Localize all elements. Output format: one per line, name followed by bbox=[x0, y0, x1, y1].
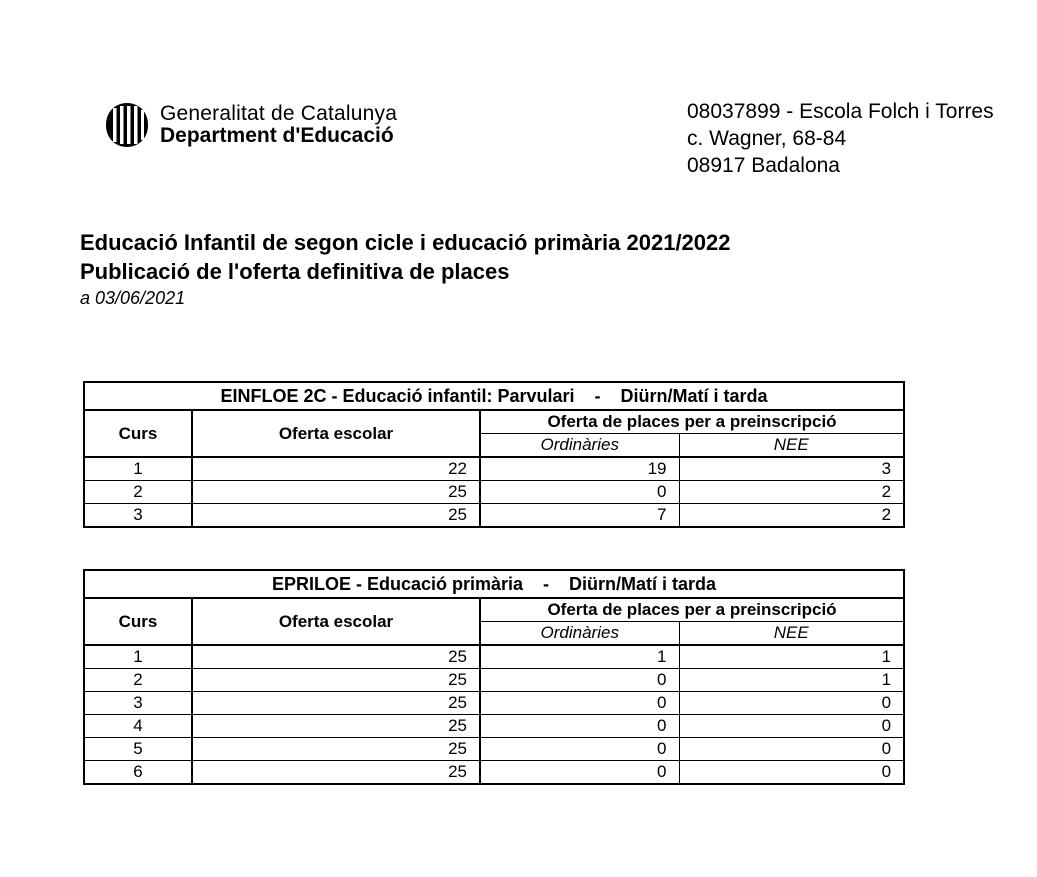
column-header-nee: NEE bbox=[679, 434, 904, 458]
column-header-oferta: Oferta escolar bbox=[192, 410, 480, 457]
cell-ordinaries: 0 bbox=[480, 692, 679, 715]
cell-oferta: 22 bbox=[192, 457, 480, 481]
cell-nee: 0 bbox=[679, 715, 904, 738]
table-caption: EPRILOE - Educació primària - Diürn/Matí i tarda bbox=[84, 570, 904, 598]
column-header-ordinaries: Ordinàries bbox=[480, 622, 679, 646]
cell-oferta: 25 bbox=[192, 738, 480, 761]
document-title: Educació Infantil de segon cicle i educació primària 2021/2022 bbox=[80, 230, 731, 255]
cell-ordinaries: 1 bbox=[480, 645, 679, 669]
cell-curs: 4 bbox=[84, 715, 192, 738]
school-address bbox=[687, 98, 994, 179]
org-name: Generalitat de Catalunya bbox=[160, 102, 398, 125]
document-date: a 03/06/2021 bbox=[80, 288, 186, 308]
generalitat-logo bbox=[104, 102, 397, 148]
cell-curs: 6 bbox=[84, 761, 192, 785]
school-street: c. Wagner, 68-84 bbox=[687, 127, 847, 150]
senyera-emblem-icon bbox=[104, 102, 150, 148]
cell-curs: 2 bbox=[84, 669, 192, 692]
document-heading bbox=[80, 228, 731, 310]
table-row bbox=[84, 481, 904, 504]
offer-table-infantil bbox=[83, 381, 905, 528]
table-row bbox=[84, 645, 904, 669]
cell-curs: 1 bbox=[84, 457, 192, 481]
column-header-nee: NEE bbox=[679, 622, 904, 646]
cell-curs: 3 bbox=[84, 504, 192, 528]
cell-oferta: 25 bbox=[192, 669, 480, 692]
cell-curs: 1 bbox=[84, 645, 192, 669]
cell-ordinaries: 0 bbox=[480, 669, 679, 692]
table-row bbox=[84, 692, 904, 715]
school-city: 08917 Badalona bbox=[687, 154, 840, 177]
cell-oferta: 25 bbox=[192, 761, 480, 785]
cell-curs: 3 bbox=[84, 692, 192, 715]
table-row bbox=[84, 715, 904, 738]
column-header-curs: Curs bbox=[84, 410, 192, 457]
school-code-name: 08037899 - Escola Folch i Torres bbox=[687, 100, 994, 123]
cell-nee: 3 bbox=[679, 457, 904, 481]
cell-ordinaries: 19 bbox=[480, 457, 679, 481]
cell-ordinaries: 0 bbox=[480, 738, 679, 761]
cell-nee: 2 bbox=[679, 481, 904, 504]
cell-nee: 0 bbox=[679, 761, 904, 785]
cell-nee: 0 bbox=[679, 738, 904, 761]
cell-nee: 0 bbox=[679, 692, 904, 715]
table-row bbox=[84, 504, 904, 528]
column-header-ordinaries: Ordinàries bbox=[480, 434, 679, 458]
cell-oferta: 25 bbox=[192, 715, 480, 738]
cell-ordinaries: 0 bbox=[480, 715, 679, 738]
cell-curs: 5 bbox=[84, 738, 192, 761]
table-row bbox=[84, 738, 904, 761]
cell-nee: 1 bbox=[679, 645, 904, 669]
table-row bbox=[84, 761, 904, 785]
table-row bbox=[84, 669, 904, 692]
cell-oferta: 25 bbox=[192, 645, 480, 669]
column-header-curs: Curs bbox=[84, 598, 192, 645]
column-group-header: Oferta de places per a preinscripció bbox=[480, 598, 904, 622]
cell-oferta: 25 bbox=[192, 481, 480, 504]
cell-oferta: 25 bbox=[192, 504, 480, 528]
department-name: Department d'Educació bbox=[160, 124, 394, 147]
cell-ordinaries: 7 bbox=[480, 504, 679, 528]
cell-ordinaries: 0 bbox=[480, 481, 679, 504]
offer-table-primaria bbox=[83, 569, 905, 785]
column-header-oferta: Oferta escolar bbox=[192, 598, 480, 645]
table-row bbox=[84, 457, 904, 481]
cell-oferta: 25 bbox=[192, 692, 480, 715]
document-subtitle: Publicació de l'oferta definitiva de places bbox=[80, 259, 510, 284]
column-group-header: Oferta de places per a preinscripció bbox=[480, 410, 904, 434]
cell-curs: 2 bbox=[84, 481, 192, 504]
cell-ordinaries: 0 bbox=[480, 761, 679, 785]
cell-nee: 1 bbox=[679, 669, 904, 692]
table-caption: EINFLOE 2C - Educació infantil: Parvulari - Diürn/Matí i tarda bbox=[84, 382, 904, 410]
cell-nee: 2 bbox=[679, 504, 904, 528]
